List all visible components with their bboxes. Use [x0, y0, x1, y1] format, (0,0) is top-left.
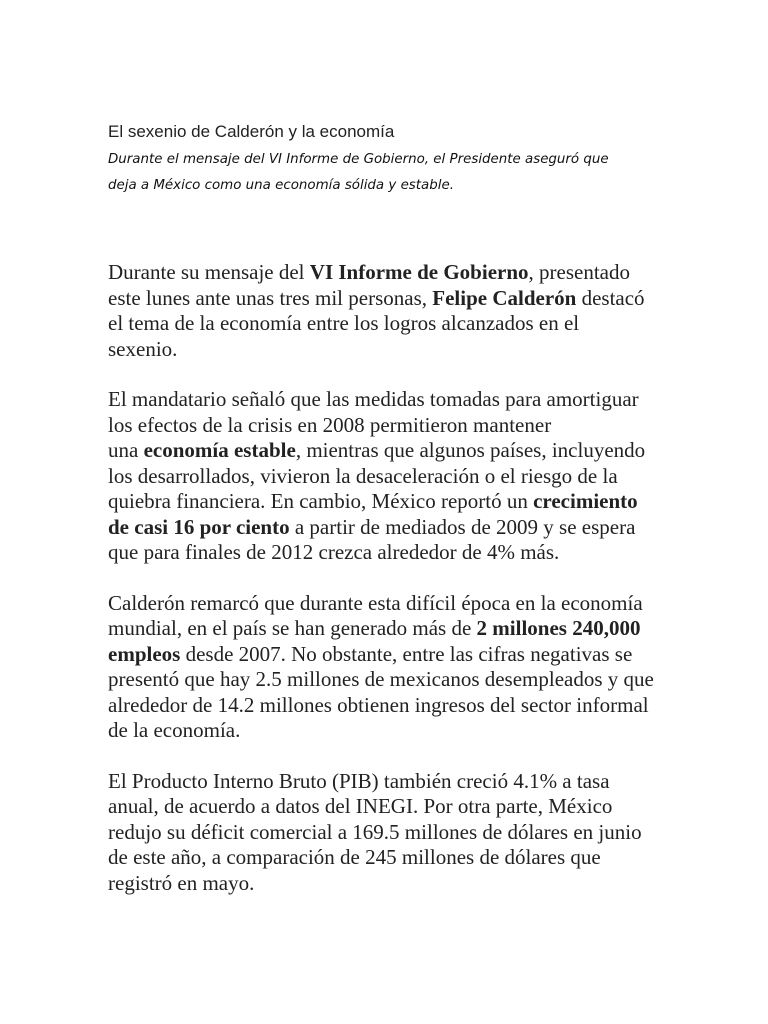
text-line: redujo su déficit comercial a 169.5 millones de dólares en junio: [108, 819, 642, 844]
text-line: los efectos de la crisis en 2008 permitieron mantener: [108, 412, 552, 437]
text-line: de la economía.: [108, 718, 241, 742]
text-line: mundial, en el país se han generado más de 2 millones 240,000: [108, 616, 641, 640]
text-line: que para finales de 2012 crezca alrededor de 4% más.: [108, 540, 560, 564]
bold-text: crecimiento: [533, 489, 638, 513]
text-line: El Producto Interno Bruto (PIB) también creció 4.1% a tasa: [108, 768, 610, 793]
text-line: sexenio.: [108, 336, 178, 361]
text-line: de este año, a comparación de 245 millones de dólares que: [108, 845, 601, 869]
text-line: anual, de acuerdo a datos del INEGI. Por otra parte, México: [108, 794, 613, 818]
bold-text: empleos: [108, 641, 181, 666]
article-body: [108, 260, 678, 921]
text-line: el tema de la economía entre los logros alcanzados en el: [108, 311, 580, 335]
article-subtitle: [108, 147, 678, 199]
paragraph-1: [108, 260, 678, 362]
text-line: Calderón remarcó que durante esta difícil época en la economía: [108, 590, 643, 615]
paragraph-4: [108, 769, 678, 897]
subtitle-line: Durante el mensaje del VI Informe de Gobierno, el Presidente aseguró que: [108, 152, 609, 167]
text-line: los desarrollados, vivieron la desaceleración o el riesgo de la: [108, 463, 618, 488]
article-title: El sexenio de Calderón y la economía: [108, 122, 395, 141]
bold-text: de casi 16 por ciento: [108, 514, 290, 539]
paragraph-3: [108, 591, 678, 744]
bold-text: economía estable: [143, 438, 296, 462]
bold-text: 2 millones 240,000: [476, 616, 641, 640]
text-line: El mandatario señaló que las medidas tomadas para amortiguar: [108, 387, 639, 411]
text-line: registró en mayo.: [108, 870, 255, 895]
subtitle-line: deja a México como una economía sólida y estable.: [108, 178, 454, 193]
text-line: este lunes ante unas tres mil personas, Felipe Calderón destacó: [108, 285, 645, 310]
text-line: de casi 16 por ciento a partir de mediados de 2009 y se espera: [108, 514, 636, 539]
text-line: una economía estable, mientras que algunos países, incluyendo: [108, 438, 646, 462]
text-line: presentó que hay 2.5 millones de mexicanos desempleados y que: [108, 667, 654, 691]
text-line: alrededor de 14.2 millones obtienen ingresos del sector informal: [108, 692, 649, 717]
text-line: empleos desde 2007. No obstante, entre las cifras negativas se: [108, 641, 633, 666]
text-line: Durante su mensaje del VI Informe de Gobierno, presentado: [108, 260, 630, 284]
paragraph-2: [108, 387, 678, 566]
text-line: quiebra financiera. En cambio, México reportó un crecimiento: [108, 489, 638, 513]
bold-text: Felipe Calderón: [432, 285, 577, 310]
bold-text: VI Informe de Gobierno: [309, 260, 529, 284]
